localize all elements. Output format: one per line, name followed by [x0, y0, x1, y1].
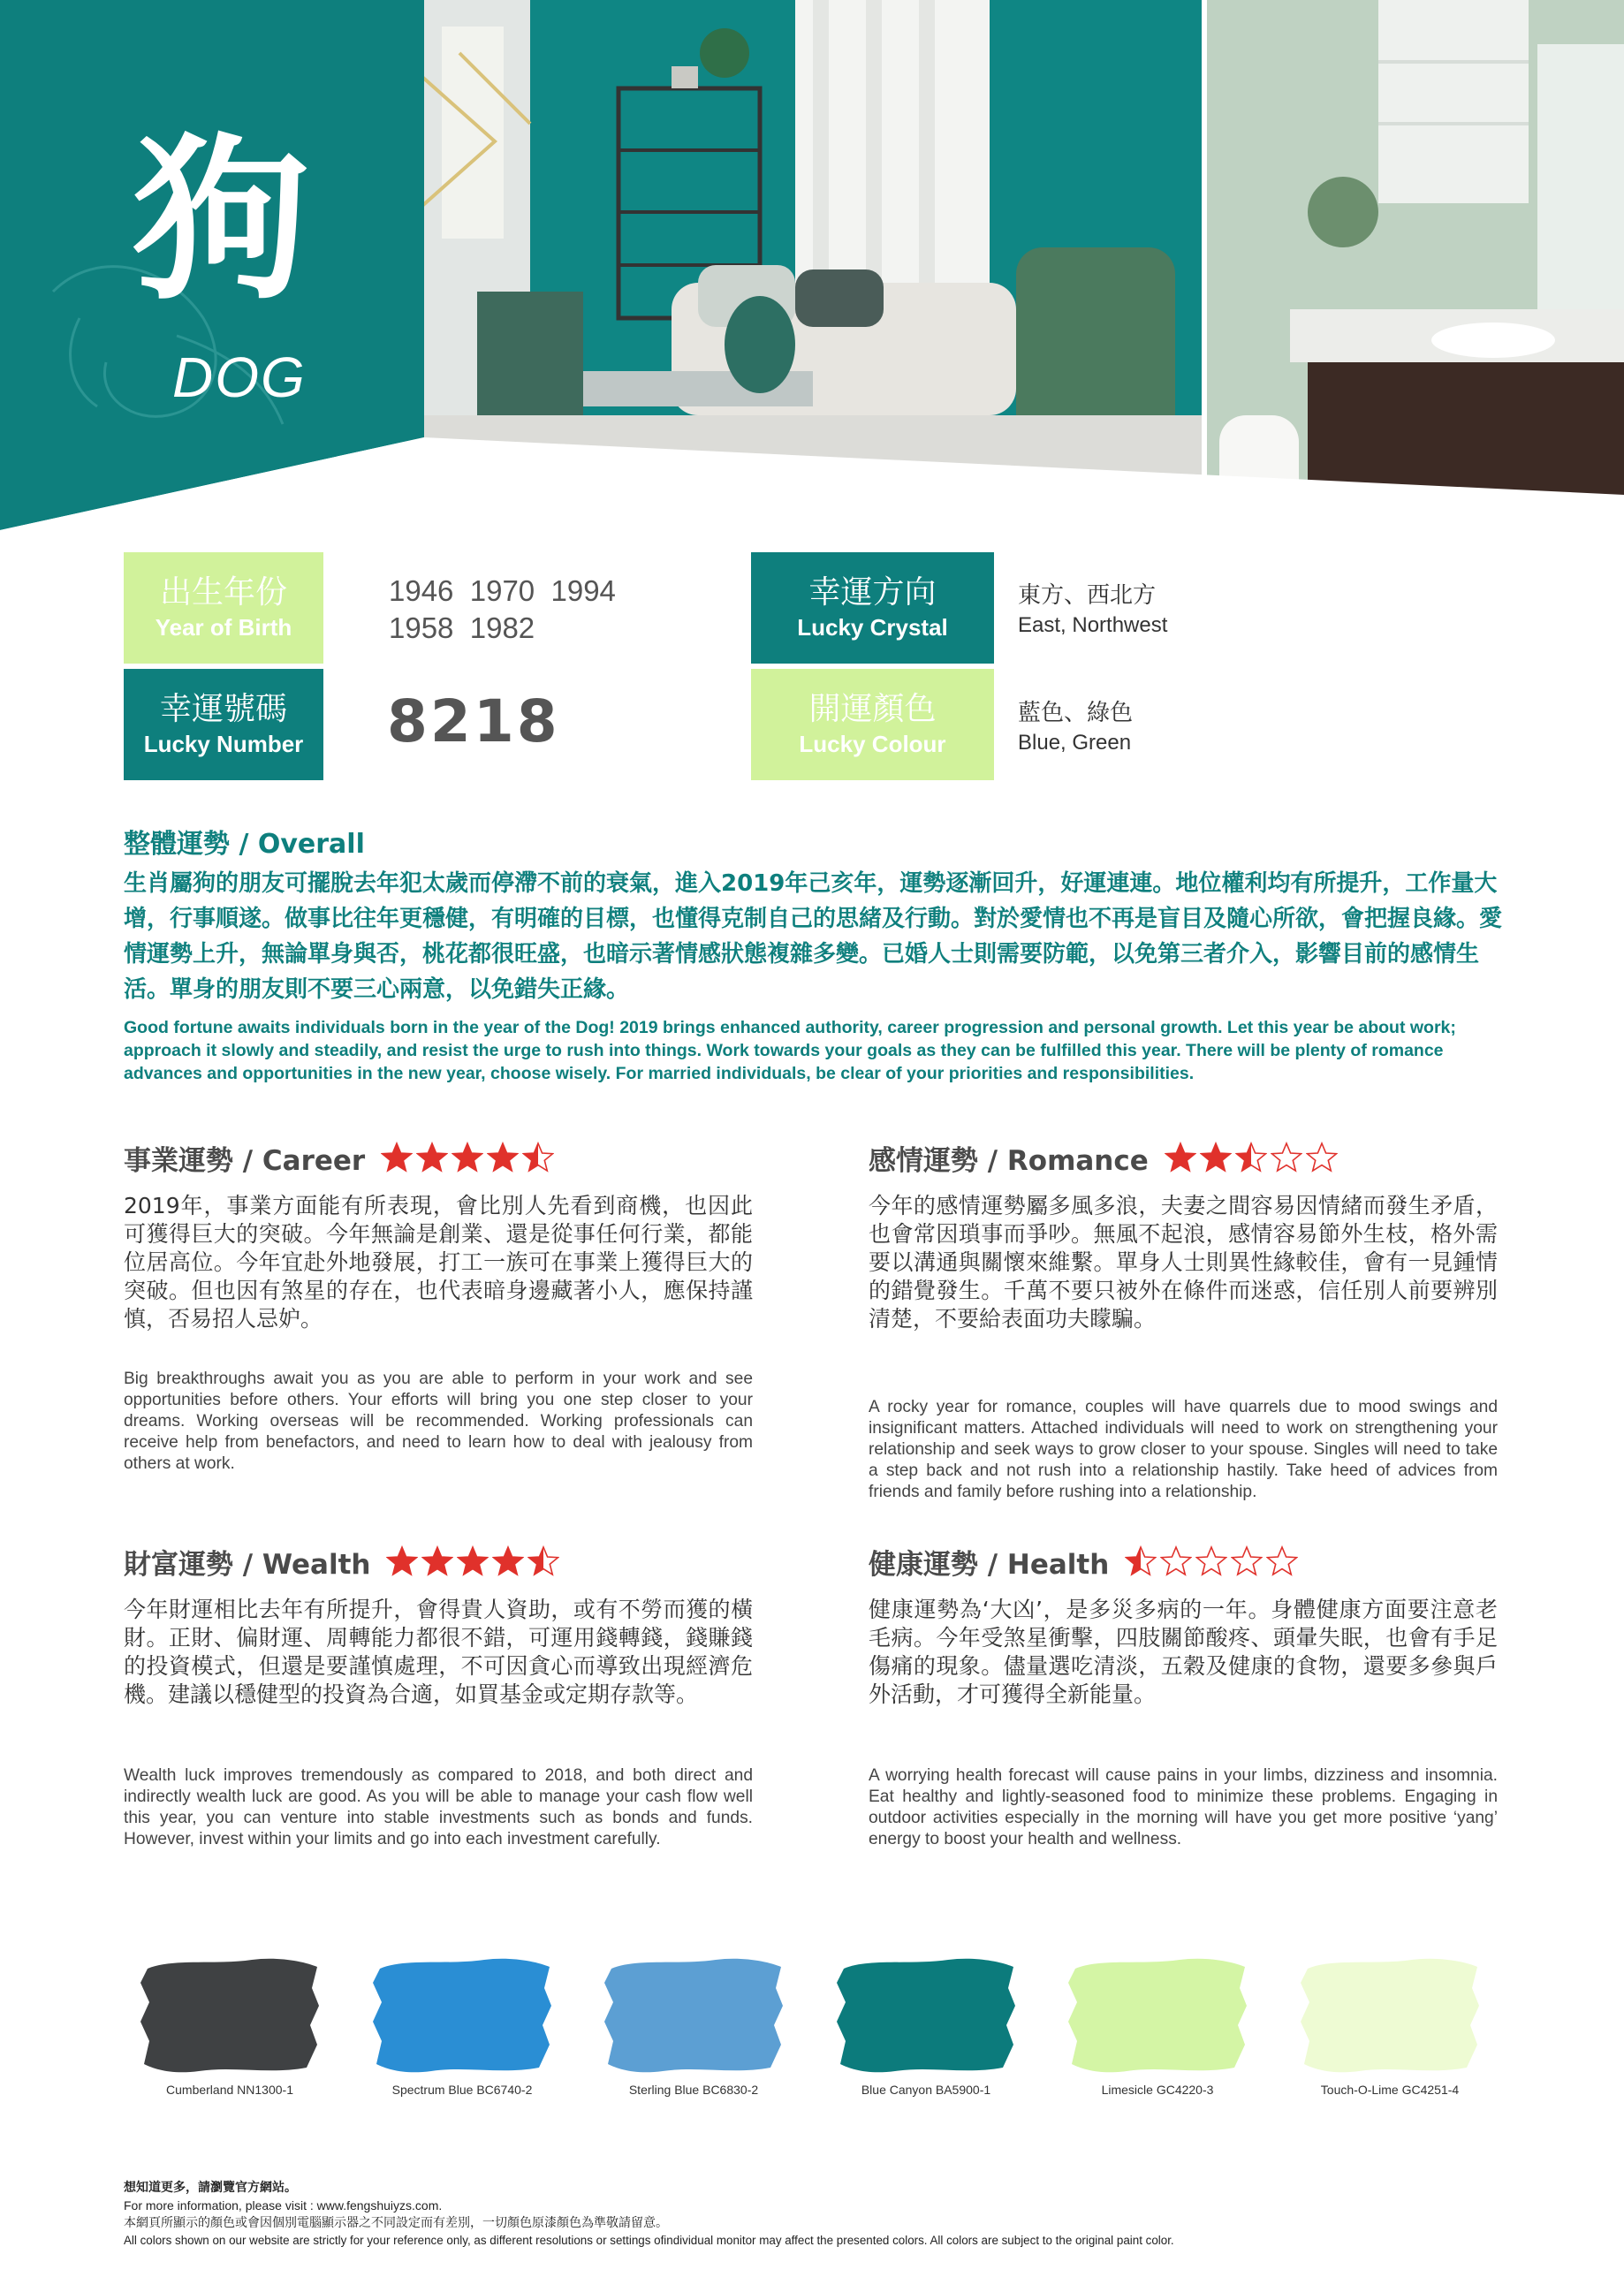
star-icon [1306, 1142, 1338, 1173]
swatch-label: Blue Canyon BA5900-1 [861, 2083, 991, 2097]
wealth-rating [386, 1545, 563, 1577]
romance-title: 感情運勢 / Romance [869, 1144, 1149, 1177]
paint-swatch [137, 1953, 323, 2076]
paint-swatch [369, 1953, 555, 2076]
lucky-crystal-label-zh: 幸運方向 [808, 574, 937, 611]
romance-text-zh: 今年的感情運勢屬多風多浪，夫妻之間容易因情緒而發生矛盾，也會常因瑣事而爭吵。無風不起浪，感情容易節外生枝，格外需要以溝通與關懷來維繫。單身人士則異性緣較佳，會有一見鍾情的錯覺發生。千萬不要只被外在條件而迷惑，信任別人前要辨別清楚，不要給表面功夫矇騙。 [869, 1193, 1498, 1332]
birth-years-line1: 1946 1970 1994 [389, 574, 616, 607]
lucky-direction-en: East, Northwest [1018, 613, 1168, 637]
lucky-colour-en: Blue, Green [1018, 731, 1132, 755]
star-icon [1125, 1545, 1157, 1577]
year-of-birth-label-zh: 出生年份 [159, 574, 287, 611]
star-icon [381, 1142, 413, 1173]
wealth-title: 財富運勢 / Wealth [124, 1548, 371, 1581]
career-rating [381, 1142, 558, 1173]
career-title: 事業運勢 / Career [124, 1144, 366, 1177]
romance-text-en: A rocky year for romance, couples will have quarrels due to mood swings and insignificant matters. Attached individuals will need to work on strengthening your relationship and seek ways to grow closer to your spouse. Singles will need to take a step back and not rush into a relationship hastily. Take heed of advices from friends and family before rushing into a relationship. [869, 1398, 1498, 1501]
paint-swatch [1297, 1953, 1483, 2076]
wealth-section [124, 1539, 753, 1850]
star-icon [527, 1545, 559, 1577]
paint-swatch [1065, 1953, 1250, 2076]
overall-title: 整體運勢 / Overall [124, 829, 365, 860]
star-icon [457, 1545, 489, 1577]
star-icon [1160, 1545, 1192, 1577]
health-text-en: A worrying health forecast will cause pains in your limbs, dizziness and insomnia. Eat healthy and lightly-seasoned food to minimize these problems. Engaging in outdoor activities especially in the morning will have you get more positive ‘yang’ energy to boost your health and wellness. [869, 1766, 1498, 1848]
year-of-birth-label [124, 552, 323, 664]
lucky-crystal-label [751, 552, 994, 664]
star-icon [452, 1142, 483, 1173]
career-section [124, 1135, 753, 1475]
zodiac-name: DOG [172, 345, 307, 409]
swatch-label: Sterling Blue BC6830-2 [628, 2083, 759, 2097]
year-of-birth-label-en: Year of Birth [155, 614, 292, 641]
lucky-colour-values [1018, 694, 1133, 755]
overall-text-zh: 生肖屬狗的朋友可擺脫去年犯太歲而停滯不前的衰氣，進入2019年己亥年，運勢逐漸回升，好運連連。地位權利均有所提升，工作量大增，行事順遂。做事比往年更穩健，有明確的目標，也懂得克制自己的思緒及行動。對於愛情也不再是盲目及隨心所欲，會把握良緣。愛情運勢上升，無論單身與否，桃花都很旺盛，也暗示著情感狀態複雜多變。已婚人士則需要防範，以免第三者介入，影響目前的感情生活。單身的朋友則不要三心兩意，以免錯失正緣。 [124, 870, 1503, 1003]
health-section [869, 1539, 1498, 1850]
star-icon [416, 1142, 448, 1173]
lucky-number-value: 8218 [387, 687, 560, 755]
star-icon [1200, 1142, 1232, 1173]
paint-swatch [601, 1953, 786, 2076]
star-icon [1266, 1545, 1298, 1577]
footer-line-4: All colors shown on our website are strictly for your reference only, as different resolutions or settings ofindividual monitor may affect the presented colors. All colors are subject to the original paint color. [124, 2234, 1174, 2247]
romance-section [869, 1135, 1498, 1503]
star-icon [421, 1545, 453, 1577]
swatch-label: Touch-O-Lime GC4251-4 [1320, 2083, 1460, 2097]
birth-years [389, 573, 616, 647]
footer-line-2: For more information, please visit : www.fengshuiyzs.com. [124, 2198, 443, 2212]
swatch-label: Cumberland NN1300-1 [166, 2083, 293, 2097]
star-icon [522, 1142, 554, 1173]
health-text-zh: 健康運勢為‘大凶’，是多災多病的一年。身體健康方面要注意老毛病。今年受煞星衝擊，四肢關節酸疼、頭暈失眠，也會有手足傷痛的現象。儘量選吃清淡，五穀及健康的食物，還要多參與戶外活動，才可獲得全新能量。 [869, 1597, 1498, 1707]
star-icon [386, 1545, 418, 1577]
overall-text-en: Good fortune awaits individuals born in the year of the Dog! 2019 brings enhanced authority, career progression and personal growth. Let this year be about work; approach it slowly and steadily, and resist the urge to rush into things. Work towards your goals as they can be fulfilled this year. There will be plenty of romance advances and opportunities in the new year, choose wisely. For married individuals, be clear of your priorities and responsibilities. [124, 1018, 1456, 1083]
footer-line-1: 想知道更多，請瀏覽官方網站。 [124, 2181, 297, 2195]
birth-years-line2: 1958 1982 [389, 611, 535, 644]
zodiac-character: 狗 [133, 117, 310, 324]
star-icon [487, 1142, 519, 1173]
lucky-number-label [124, 669, 323, 780]
footer-line-3: 本網頁所顯示的顏色或會因個別電腦顯示器之不同設定而有差別，一切顏色原漆顏色為準敬請留意。 [124, 2216, 668, 2230]
health-title: 健康運勢 / Health [869, 1548, 1110, 1581]
career-text-zh: 2019年，事業方面能有所表現，會比別人先看到商機，也因此可獲得巨大的突破。今年無論是創業、還是從事任何行業，都能位居高位。今年宜赴外地發展，打工一族可在事業上獲得巨大的突破。但也因有煞星的存在，也代表暗身邊藏著小人，應保持謹慎，否易招人忌妒。 [124, 1193, 753, 1332]
star-icon [1271, 1142, 1302, 1173]
swatch-label: Spectrum Blue BC6740-2 [391, 2083, 533, 2097]
wealth-text-en: Wealth luck improves tremendously as compared to 2018, and both direct and indirectly wealth luck are good. As you will be able to manage your cash flow well this year, you can venture into stable investments such as bonds and funds. However, invest within your limits and go into each investment carefully. [124, 1766, 753, 1848]
lucky-colour-zh: 藍色、綠色 [1018, 700, 1134, 726]
star-icon [1195, 1545, 1227, 1577]
lucky-colour-label-en: Lucky Colour [799, 731, 946, 757]
lucky-direction-values [1018, 577, 1167, 638]
star-icon [1165, 1142, 1196, 1173]
lucky-crystal-label-en: Lucky Crystal [797, 614, 948, 641]
romance-rating [1165, 1142, 1341, 1173]
health-rating [1125, 1545, 1301, 1577]
lucky-number-label-zh: 幸運號碼 [159, 691, 287, 727]
swatch-row [0, 1935, 1624, 2097]
star-icon [1235, 1142, 1267, 1173]
career-text-en: Big breakthroughs await you as you are able to perform in your work and see opportunities before others. Your efforts will bring you one step closer to your dreams. Working overseas will be recommended. Working professionals can receive help from benefactors, and need to learn how to deal with jealousy from others at work. [124, 1370, 753, 1473]
wealth-text-zh: 今年財運相比去年有所提升，會得貴人資助，或有不勞而獲的橫財。正財、偏財運、周轉能力都很不錯，可運用錢轉錢，錢賺錢的投資模式，但還是要謹慎處理，不可因貪心而導致出現經濟危機。建議以穩健型的投資為合適，如買基金或定期存款等。 [124, 1597, 753, 1707]
swatch-label: Limesicle GC4220-3 [1101, 2083, 1214, 2097]
paint-swatch [833, 1953, 1019, 2076]
lucky-direction-zh: 東方、西北方 [1018, 582, 1157, 609]
lucky-colour-label [751, 669, 994, 780]
lucky-colour-label-zh: 開運顏色 [808, 691, 937, 727]
star-icon [1231, 1545, 1263, 1577]
star-icon [492, 1545, 524, 1577]
lucky-number-label-en: Lucky Number [143, 731, 304, 757]
